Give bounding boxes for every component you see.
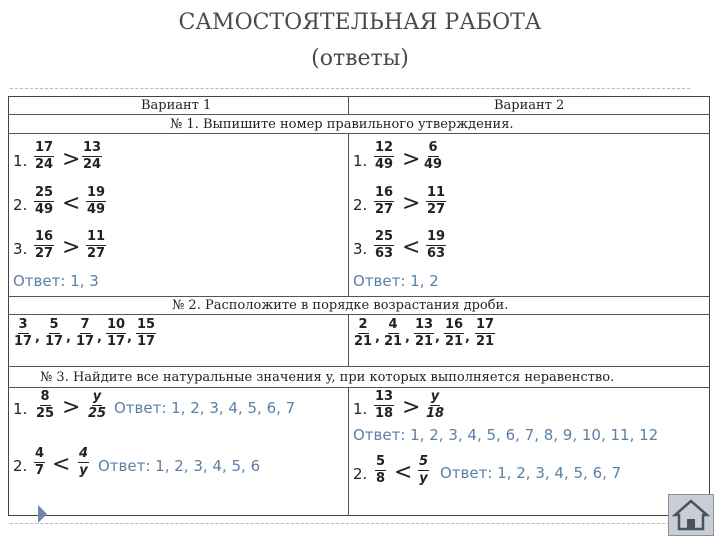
- numerator: 8: [40, 389, 50, 404]
- item-number: 2.: [13, 457, 28, 475]
- numerator: 17: [35, 140, 54, 155]
- numerator: 2: [358, 317, 368, 332]
- fraction: [14, 318, 32, 349]
- denominator: 25: [88, 406, 107, 421]
- denominator: 21: [384, 334, 403, 349]
- fraction: [354, 318, 372, 349]
- numerator: 19: [87, 185, 106, 200]
- denominator: 63: [427, 246, 446, 261]
- numerator: 10: [107, 317, 126, 332]
- item-number: 1.: [353, 152, 368, 170]
- fraction: [34, 447, 45, 478]
- fraction: [34, 230, 54, 261]
- table-line: [8, 366, 710, 367]
- fraction: [82, 141, 102, 172]
- answer-text: Ответ: 1, 3: [13, 272, 99, 290]
- table-line: [8, 114, 710, 115]
- denominator: 27: [375, 202, 394, 217]
- denominator: 27: [87, 246, 106, 261]
- fraction: [374, 186, 394, 217]
- denominator: 8: [376, 471, 386, 486]
- numerator: 3: [18, 317, 28, 332]
- home-icon: [669, 495, 713, 535]
- denominator: y: [79, 463, 88, 478]
- answer-text: Ответ: 1, 2, 3, 4, 5, 6, 7: [114, 399, 296, 417]
- table-line: [8, 296, 710, 297]
- fraction: [426, 230, 446, 261]
- fraction: [426, 186, 446, 217]
- denominator: 27: [427, 202, 446, 217]
- answer-text: Ответ: 1, 2, 3, 4, 5, 6, 7: [440, 464, 622, 482]
- table-line: [348, 387, 349, 516]
- numerator: 5: [419, 454, 429, 469]
- fraction: [444, 318, 464, 349]
- task1-title: № 1. Выпишите номер правильного утверждения.: [170, 117, 514, 132]
- numerator: 7: [80, 317, 90, 332]
- comparison-sign: >: [402, 395, 421, 420]
- numerator: 11: [87, 229, 106, 244]
- fraction: [76, 318, 94, 349]
- numerator: 25: [35, 185, 54, 200]
- fraction: [78, 447, 89, 478]
- fraction: [374, 230, 394, 261]
- separator: ,: [465, 330, 470, 345]
- answer-text: Ответ: 1, 2, 3, 4, 5, 6, 7, 8, 9, 10, 11, 12: [353, 426, 659, 444]
- variant-1-header: Вариант 1: [141, 98, 212, 113]
- numerator: 5: [49, 317, 59, 332]
- comparison-sign: >: [62, 395, 81, 420]
- fraction: [424, 141, 442, 172]
- denominator: 49: [35, 202, 54, 217]
- comparison-sign: <: [52, 452, 71, 477]
- denominator: 49: [375, 157, 394, 172]
- separator: ,: [66, 330, 71, 345]
- comparison-sign: <: [62, 191, 81, 216]
- denominator: 49: [87, 202, 106, 217]
- comparison-sign: <: [402, 235, 421, 260]
- separator: ,: [375, 330, 380, 345]
- fraction: [34, 186, 54, 217]
- denominator: 24: [83, 157, 102, 172]
- fraction: [384, 318, 402, 349]
- numerator: 15: [137, 317, 156, 332]
- separator: ,: [127, 330, 132, 345]
- comparison-sign: >: [402, 147, 421, 172]
- numerator: 13: [415, 317, 434, 332]
- task2-title: № 2. Расположите в порядке возрастания дроби.: [172, 298, 509, 313]
- table-line: [8, 133, 710, 134]
- denominator: 21: [354, 334, 373, 349]
- answer-text: Ответ: 1, 2, 3, 4, 5, 6: [98, 457, 261, 475]
- fraction: [414, 318, 434, 349]
- separator: ,: [97, 330, 102, 345]
- numerator: y: [92, 389, 102, 404]
- task3-title: № 3. Найдите все натуральные значения y, при которых выполняется неравенство.: [40, 370, 615, 385]
- bottom-divider: [10, 523, 690, 524]
- fraction: [45, 318, 63, 349]
- page-title: САМОСТОЯТЕЛЬНАЯ РАБОТА: [178, 10, 542, 35]
- fraction: [106, 318, 126, 349]
- denominator: 17: [14, 334, 33, 349]
- fraction: [88, 390, 106, 421]
- numerator: 4: [79, 446, 89, 461]
- numerator: y: [430, 389, 440, 404]
- denominator: y: [419, 471, 428, 486]
- denominator: 17: [107, 334, 126, 349]
- table-line: [8, 314, 710, 315]
- denominator: 49: [424, 157, 443, 172]
- numerator: 16: [375, 185, 394, 200]
- denominator: 24: [35, 157, 54, 172]
- item-number: 1.: [13, 152, 28, 170]
- fraction: [426, 390, 444, 421]
- fraction: [374, 141, 394, 172]
- numerator: 16: [445, 317, 464, 332]
- denominator: 25: [36, 406, 55, 421]
- fraction: [375, 455, 386, 486]
- item-number: 2.: [13, 196, 28, 214]
- numerator: 25: [375, 229, 394, 244]
- numerator: 17: [476, 317, 495, 332]
- fraction: [136, 318, 156, 349]
- fraction: [86, 230, 106, 261]
- item-number: 3.: [13, 240, 28, 258]
- numerator: 11: [427, 185, 446, 200]
- variant-2-header: Вариант 2: [494, 98, 565, 113]
- denominator: 7: [35, 463, 45, 478]
- fraction: [374, 390, 394, 421]
- table-line: [348, 314, 349, 366]
- comparison-sign: >: [62, 235, 81, 260]
- separator: ,: [405, 330, 410, 345]
- table-line: [348, 96, 349, 114]
- comparison-sign: >: [62, 147, 81, 172]
- fraction: [86, 186, 106, 217]
- fraction: [418, 455, 429, 486]
- comparison-sign: <: [394, 460, 413, 485]
- table-line: [348, 133, 349, 296]
- denominator: 63: [375, 246, 394, 261]
- numerator: 4: [35, 446, 45, 461]
- answer-text: Ответ: 1, 2: [353, 272, 439, 290]
- denominator: 18: [375, 406, 394, 421]
- denominator: 27: [35, 246, 54, 261]
- triangle-right-icon[interactable]: [38, 505, 47, 523]
- fraction: [475, 318, 495, 349]
- numerator: 16: [35, 229, 54, 244]
- fraction: [34, 141, 54, 172]
- fraction: [36, 390, 54, 421]
- item-number: 3.: [353, 240, 368, 258]
- page-subtitle: (ответы): [311, 46, 409, 71]
- comparison-sign: >: [402, 191, 421, 216]
- numerator: 12: [375, 140, 394, 155]
- item-number: 2.: [353, 196, 368, 214]
- numerator: 5: [376, 454, 386, 469]
- denominator: 17: [45, 334, 64, 349]
- denominator: 21: [415, 334, 434, 349]
- home-button[interactable]: [668, 494, 714, 536]
- item-number: 1.: [353, 400, 368, 418]
- separator: ,: [35, 330, 40, 345]
- top-divider: [10, 88, 690, 89]
- denominator: 21: [445, 334, 464, 349]
- separator: ,: [435, 330, 440, 345]
- denominator: 17: [76, 334, 95, 349]
- numerator: 13: [375, 389, 394, 404]
- table-line: [8, 387, 710, 388]
- numerator: 19: [427, 229, 446, 244]
- denominator: 18: [426, 406, 445, 421]
- numerator: 13: [83, 140, 102, 155]
- item-number: 2.: [353, 465, 368, 483]
- numerator: 4: [388, 317, 398, 332]
- denominator: 21: [476, 334, 495, 349]
- numerator: 6: [428, 140, 438, 155]
- item-number: 1.: [13, 400, 28, 418]
- denominator: 17: [137, 334, 156, 349]
